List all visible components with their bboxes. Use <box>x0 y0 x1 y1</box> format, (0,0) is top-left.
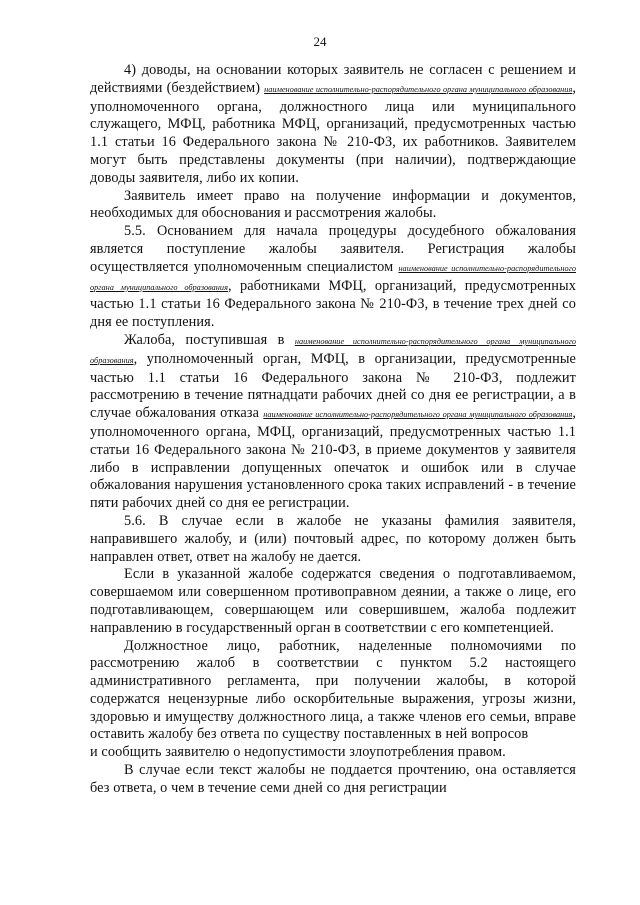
paragraph-illegal-act: Если в указанной жалобе содержатся сведения о подготавливаемом, совершаемом или совершенном противоправном деянии, а также о лице, его подготавливающем, совершающем или совершившем, жалоба подлежит направлению в государственный орган в соответствии с его компетенцией. <box>90 566 576 636</box>
document-body <box>90 62 576 798</box>
placeholder-authority-name: наименование исполнительно-распорядительного органа муниципального образования <box>264 84 573 94</box>
paragraph-text: 5.5. Основанием для начала процедуры досудебного обжалования является поступление жалобы заявителя. Регистрация жалобы осуществляется уполномоченным специалистом <box>90 223 576 275</box>
page-number: 24 <box>313 34 327 49</box>
paragraph-5-6-no-name: 5.6. В случае если в жалобе не указаны фамилия заявителя, направившего жалобу, и (или) почтовый адрес, по которому должен быть направлен ответ, ответ на жалобу не дается. <box>90 512 576 565</box>
paragraph-abuse-notice: и сообщить заявителю о недопустимости злоупотребления правом. <box>90 744 506 761</box>
paragraph-5-5-grounds <box>90 223 576 332</box>
paragraph-unreadable-text: В случае если текст жалобы не поддается прочтению, она оставляется без ответа, о чем в течение семи дней со дня регистрации <box>90 762 576 796</box>
paragraph-text: Жалоба, поступившая в <box>124 331 295 348</box>
placeholder-authority-name: наименование исполнительно-распорядительного органа муниципального образования <box>90 336 576 365</box>
paragraph-text: , уполномоченного органа, должностного лица или муниципального служащего, МФЦ, работника МФЦ, организаций, предусмотренных частью 1.1 статьи 16 Федерального закона № 210-ФЗ, их работников. Заявителем могут быть представлены документы (при наличии), подтверждающие доводы заявителя, либо их копии. <box>90 79 576 186</box>
paragraph-right-to-information: Заявитель имеет право на получение информации и документов, необходимых для обоснования и рассмотрения жалобы. <box>90 187 576 222</box>
placeholder-authority-name: наименование исполнительно-распорядительного органа муниципального образования <box>90 263 576 292</box>
paragraph-text: , работниками МФЦ, организаций, предусмотренных частью 1.1 статьи 16 Федерального закона № 210-ФЗ, в течение трех дней со дня ее поступления. <box>90 277 577 331</box>
paragraph-complaint-review-terms <box>90 332 576 513</box>
paragraph-text: , уполномоченного органа, МФЦ, организаций, предусмотренных частью 1.1 статьи 16 Федерального закона № 210-ФЗ, в приеме документов у заявителя либо в исправлении допущенных опечаток и ошибок или в случае обжалования нарушения установленного срока таких исправлений - в течение пяти рабочих дней со дня ее регистрации. <box>90 405 576 512</box>
paragraph-complaint-arguments <box>90 62 576 188</box>
placeholder-authority-name: наименование исполнительно-распорядительного органа муниципального образования <box>263 410 573 420</box>
paragraph-text: 4) доводы, на основании которых заявитель не согласен с решением и действиями (бездействием) <box>90 62 576 96</box>
paragraph-offensive-content: Должностное лицо, работник, наделенные полномочиями по рассмотрению жалоб в соответствии с пунктом 5.2 настоящего административного регламента, при получении жалобы, в которой содержатся нецензурные либо оскорбительные выражения, угрозы жизни, здоровью и имуществу должностного лица, а также членов его семьи, вправе оставить жалобу без ответа по существу поставленных в ней вопросов <box>90 637 576 743</box>
paragraph-text: , уполномоченный орган, МФЦ, в организации, предусмотренные частью 1.1 статьи 16 Федерального закона № 210-ФЗ, подлежит рассмотрению в течение пятнадцати рабочих дней со дня ее регистрации, а в случае обжалования отказа <box>90 350 576 422</box>
